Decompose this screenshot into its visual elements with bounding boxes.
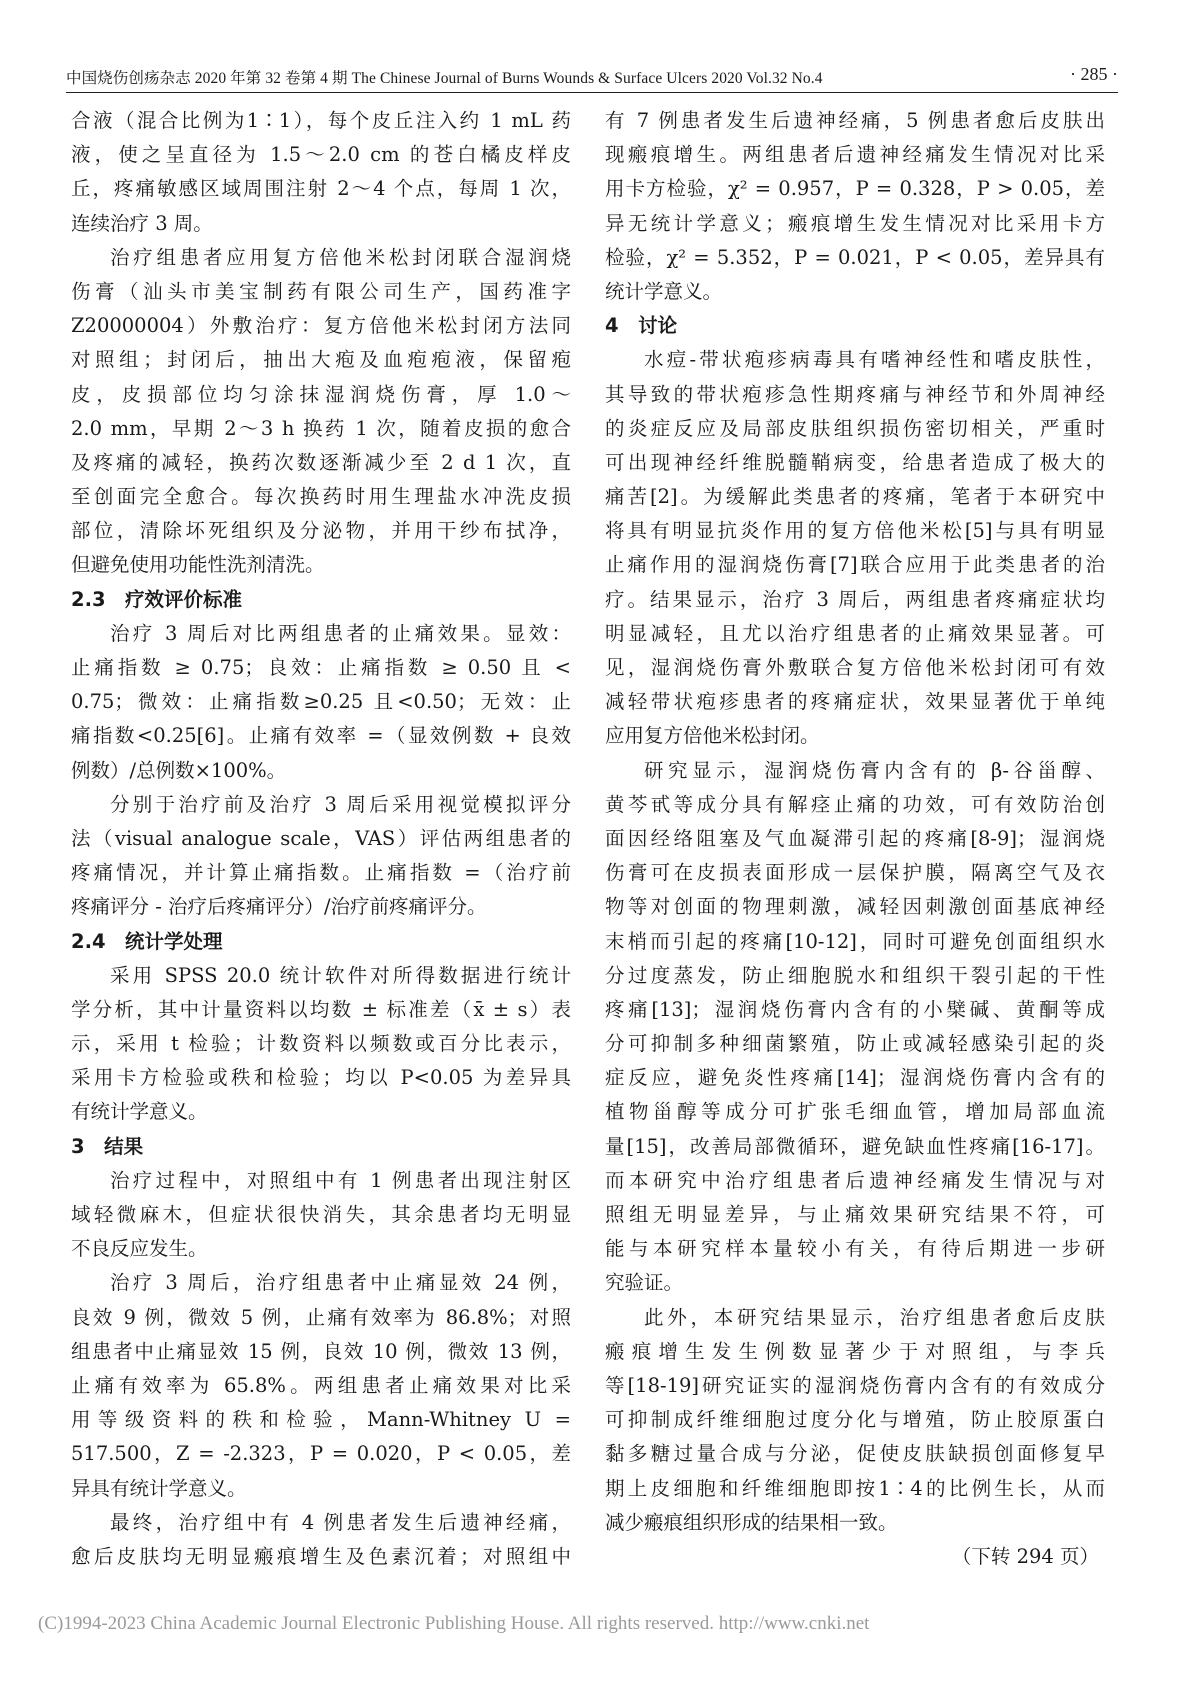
text-line: 而本研究中治疗组患者后遗神经痛发生情况与对 bbox=[605, 1168, 1105, 1192]
text-line: 517.500，Z = -2.323，P = 0.020，P < 0.05，差 bbox=[71, 1442, 571, 1466]
text-line: 水痘-带状疱疹病毒具有嗜神经性和嗜皮肤性， bbox=[644, 348, 1105, 372]
text-line: 止痛指数 ≥ 0.75；良效：止痛指数 ≥ 0.50 且 < bbox=[71, 656, 571, 679]
text-line: 究验证。 bbox=[605, 1271, 684, 1295]
text-line: Z20000004）外敷治疗：复方倍他米松封闭方法同 bbox=[71, 314, 571, 338]
text-line: 治疗 3 周后，治疗组患者中止痛显效 24 例， bbox=[110, 1271, 571, 1295]
right-column bbox=[605, 104, 1105, 1574]
running-header bbox=[66, 62, 1118, 93]
text-line: 此外，本研究结果显示，治疗组患者愈后皮肤 bbox=[644, 1305, 1105, 1329]
text-line: 但避免使用功能性洗剂清洗。 bbox=[71, 553, 325, 577]
text-line: 愈后皮肤均无明显瘢痕增生及色素沉着；对照组中 bbox=[71, 1544, 571, 1568]
text-line: 检验，χ² = 5.352，P = 0.021，P < 0.05，差异具有 bbox=[605, 245, 1105, 269]
text-line: 植物甾醇等成分可扩张毛细血管，增加局部血流 bbox=[605, 1100, 1105, 1124]
text-line: 法（visual analogue scale，VAS）评估两组患者的 bbox=[71, 826, 571, 850]
text-line: 合液（混合比例为1∶1），每个皮丘注入约 1 mL 药 bbox=[71, 109, 571, 132]
text-line: 对照组；封闭后，抽出大疱及血疱疱液，保留疱 bbox=[71, 348, 571, 372]
text-line: 治疗过程中，对照组中有 1 例患者出现注射区 bbox=[110, 1168, 571, 1192]
copyright-footer: (C)1994-2023 China Academic Journal Electronic Publishing House. All rights reserved. http://www.cnki.net bbox=[38, 1613, 870, 1634]
text-line: 症反应，避免炎性疼痛[14]；湿润烧伤膏内含有的 bbox=[605, 1066, 1105, 1090]
left-column bbox=[71, 104, 571, 1574]
text-line: 异具有统计学意义。 bbox=[71, 1476, 247, 1500]
text-line: 采用卡方检验或秩和检验；均以 P<0.05 为差异具 bbox=[71, 1066, 571, 1090]
text-line: 良效 9 例，微效 5 例，止痛有效率为 86.8%；对照 bbox=[71, 1305, 571, 1329]
text-line: 可抑制成纤维细胞过度分化与增殖，防止胶原蛋白 bbox=[605, 1408, 1105, 1432]
text-line: 研究显示，湿润烧伤膏内含有的 β-谷甾醇、 bbox=[644, 758, 1105, 782]
text-line: 例数）/总例数×100%。 bbox=[71, 758, 287, 782]
text-line: 及疼痛的减轻，换药次数逐渐减少至 2 d 1 次，直 bbox=[71, 450, 571, 474]
text-line: 痛指数<0.25[6]。止痛有效率 =（显效例数 + 良效 bbox=[71, 724, 571, 748]
text-line: 伤膏（汕头市美宝制药有限公司生产，国药准字 bbox=[71, 279, 571, 303]
section-heading: 3 结果 bbox=[71, 1134, 144, 1158]
text-line: 有统计学意义。 bbox=[71, 1100, 208, 1124]
text-line: 异无统计学意义；瘢痕增生发生情况对比采用卡方 bbox=[605, 211, 1105, 235]
text-line: 量[15]，改善局部微循环，避免缺血性疼痛[16-17]。 bbox=[605, 1134, 1105, 1158]
text-line: 分别于治疗前及治疗 3 周后采用视觉模拟评分 bbox=[110, 792, 571, 816]
text-line: 能与本研究样本量较小有关，有待后期进一步研 bbox=[605, 1237, 1105, 1261]
text-line: 分过度蒸发，防止细胞脱水和组织干裂引起的干性 bbox=[605, 963, 1105, 987]
text-line: 将具有明显抗炎作用的复方倍他米松[5]与具有明显 bbox=[605, 519, 1105, 543]
text-line: 疼痛情况，并计算止痛指数。止痛指数 =（治疗前 bbox=[71, 861, 571, 885]
text-line: 可出现神经纤维脱髓鞘病变，给患者造成了极大的 bbox=[605, 450, 1105, 474]
text-line: 不良反应发生。 bbox=[71, 1237, 208, 1261]
section-heading: 2.3 疗效评价标准 bbox=[71, 587, 243, 611]
text-line: 连续治疗 3 周。 bbox=[71, 211, 213, 235]
text-line: 用卡方检验，χ² = 0.957，P = 0.328，P > 0.05，差 bbox=[605, 177, 1105, 201]
text-line: 有 7 例患者发生后遗神经痛，5 例患者愈后皮肤出 bbox=[605, 109, 1105, 132]
text-line: 最终，治疗组中有 4 例患者发生后遗神经痛， bbox=[110, 1510, 571, 1534]
text-line: 见，湿润烧伤膏外敷联合复方倍他米松封闭可有效 bbox=[605, 656, 1105, 679]
text-line: 疗。结果显示，治疗 3 周后，两组患者疼痛症状均 bbox=[605, 587, 1105, 611]
text-line: 止痛作用的湿润烧伤膏[7]联合应用于此类患者的治 bbox=[605, 553, 1105, 577]
text-line: 应用复方倍他米松封闭。 bbox=[605, 724, 820, 748]
text-line: 疼痛评分 - 治疗后疼痛评分）/治疗前疼痛评分。 bbox=[71, 895, 487, 919]
text-line: 至创面完全愈合。每次换药时用生理盐水冲洗皮损 bbox=[71, 485, 571, 509]
text-line: 0.75；微效：止痛指数≥0.25 且<0.50；无效：止 bbox=[71, 690, 571, 714]
text-line: 现瘢痕增生。两组患者后遗神经痛发生情况对比采 bbox=[605, 143, 1105, 167]
text-line: 组患者中止痛显效 15 例，良效 10 例，微效 13 例， bbox=[71, 1339, 571, 1363]
section-heading: 2.4 统计学处理 bbox=[71, 929, 223, 953]
journal-title: 中国烧伤创疡杂志 2020 年第 32 卷第 4 期 The Chinese Journal of Burns Wounds & Surface Ulcers 2020 Vol.32 No.4 bbox=[66, 70, 823, 87]
text-line: 明显减轻，且尤以治疗组患者的止痛效果显著。可 bbox=[605, 621, 1105, 645]
text-line: 减轻带状疱疹患者的疼痛症状，效果显著优于单纯 bbox=[605, 690, 1105, 714]
text-line: 止痛有效率为 65.8%。两组患者止痛效果对比采 bbox=[71, 1373, 571, 1397]
text-line: 其导致的带状疱疹急性期疼痛与神经节和外周神经 bbox=[605, 382, 1105, 406]
text-line: 液，使之呈直径为 1.5～2.0 cm 的苍白橘皮样皮 bbox=[71, 143, 571, 167]
text-line: 黏多糖过量合成与分泌，促使皮肤缺损创面修复早 bbox=[605, 1442, 1105, 1466]
text-line: 伤膏可在皮损表面形成一层保护膜，隔离空气及衣 bbox=[605, 861, 1105, 885]
text-line: 等[18-19]研究证实的湿润烧伤膏内含有的有效成分 bbox=[605, 1373, 1105, 1397]
text-line: 疼痛[13]；湿润烧伤膏内含有的小檗碱、黄酮等成 bbox=[605, 997, 1105, 1021]
text-line: 减少瘢痕组织形成的结果相一致。 bbox=[605, 1510, 898, 1534]
continued-note: （下转 294 页） bbox=[951, 1544, 1099, 1568]
text-line: 治疗组患者应用复方倍他米松封闭联合湿润烧 bbox=[110, 245, 571, 269]
text-line: 域轻微麻木，但症状很快消失，其余患者均无明显 bbox=[71, 1203, 571, 1226]
text-line: 部位，清除坏死组织及分泌物，并用干纱布拭净， bbox=[71, 519, 571, 543]
text-line: 2.0 mm，早期 2～3 h 换药 1 次，随着皮损的愈合 bbox=[71, 416, 571, 440]
text-line: 面因经络阻塞及气血凝滞引起的疼痛[8-9]；湿润烧 bbox=[605, 826, 1105, 850]
text-line: 示，采用 t 检验；计数资料以频数或百分比表示， bbox=[71, 1032, 571, 1056]
text-line: 丘，疼痛敏感区域周围注射 2～4 个点，每周 1 次， bbox=[71, 177, 571, 201]
text-line: 期上皮细胞和纤维细胞即按1∶4的比例生长，从而 bbox=[605, 1476, 1105, 1500]
text-line: 治疗 3 周后对比两组患者的止痛效果。显效： bbox=[110, 621, 571, 645]
text-line: 末梢而引起的疼痛[10-12]，同时可避免创面组织水 bbox=[605, 929, 1105, 953]
text-line: 黄芩甙等成分具有解痉止痛的功效，可有效防治创 bbox=[605, 792, 1105, 816]
text-line: 采用 SPSS 20.0 统计软件对所得数据进行统计 bbox=[110, 963, 571, 987]
text-line: 照组无明显差异，与止痛效果研究结果不符，可 bbox=[605, 1203, 1105, 1226]
text-line: 皮，皮损部位均匀涂抹湿润烧伤膏，厚 1.0～ bbox=[71, 382, 571, 406]
text-line: 用等级资料的秩和检验，Mann-Whitney U = bbox=[71, 1408, 571, 1432]
page-number: · 285 · bbox=[1070, 64, 1118, 84]
section-heading: 4 讨论 bbox=[605, 314, 678, 338]
text-line: 学分析，其中计量资料以均数 ± 标准差（x̄ ± s）表 bbox=[71, 997, 571, 1021]
text-line: 的炎症反应及局部皮肤组织损伤密切相关，严重时 bbox=[605, 416, 1105, 440]
text-line: 统计学意义。 bbox=[605, 279, 723, 303]
text-line: 分可抑制多种细菌繁殖，防止或减轻感染引起的炎 bbox=[605, 1032, 1105, 1056]
text-line: 痛苦[2]。为缓解此类患者的疼痛，笔者于本研究中 bbox=[605, 485, 1105, 509]
text-line: 瘢痕增生发生例数显著少于对照组，与李兵 bbox=[605, 1339, 1105, 1363]
text-line: 物等对创面的物理刺激，减轻因刺激创面基底神经 bbox=[605, 895, 1105, 919]
